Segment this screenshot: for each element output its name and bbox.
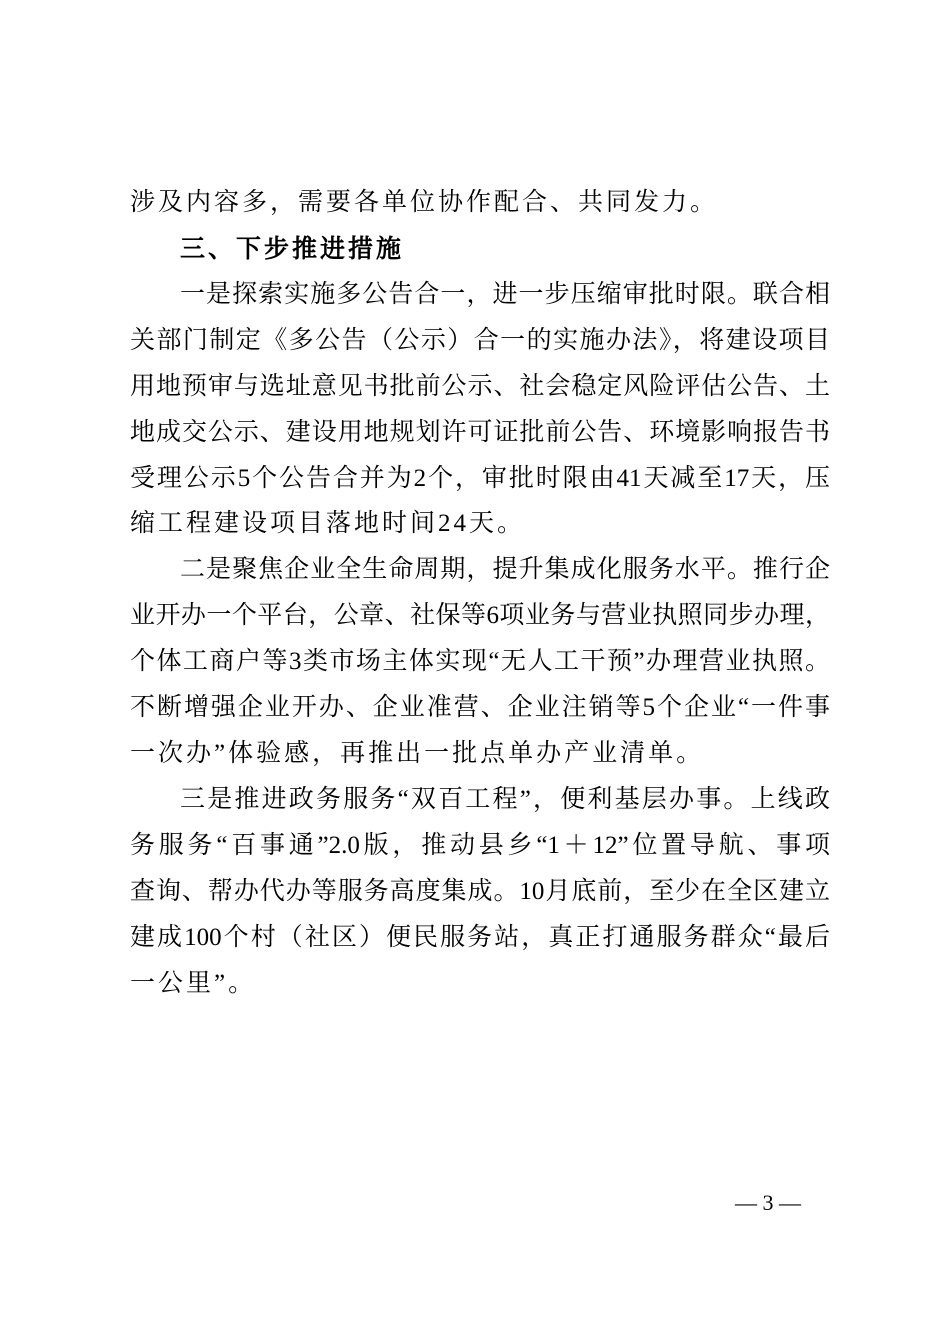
paragraph-line: 一是探索实施多公告合一，进一步压缩审批时限。联合相 [180,281,830,308]
paragraph-line: 个体工商户等3类市场主体实现“无人工干预”办理营业执照。 [130,648,830,675]
paragraph-line: 关部门制定《多公告（公示）合一的实施办法》，将建设项目 [130,327,830,354]
page-number: — 3 — [735,1190,801,1215]
paragraph-line: 一次办”体验感，再推出一批点单办产业清单。 [130,740,705,767]
paragraph-line: 二是聚焦企业全生命周期，提升集成化服务水平。推行企 [180,556,830,583]
paragraph-line: 地成交公示、建设用地规划许可证批前公告、环境影响报告书 [130,419,830,446]
paragraph-line: 缩工程建设项目落地时间24天。 [130,510,526,537]
paragraph-line: 用地预审与选址意见书批前公示、社会稳定风险评估公告、土 [130,373,830,400]
paragraph-line: 查询、帮办代办等服务高度集成。10月底前，至少在全区建立 [130,878,830,905]
paragraph-line: 建成100个村（社区）便民服务站，真正打通服务群众“最后 [130,924,830,951]
paragraph-line: 业开办一个平台，公章、社保等6项业务与营业执照同步办理， [130,602,830,629]
paragraph-line: 涉及内容多，需要各单位协作配合、共同发力。 [130,189,719,216]
paragraph-line: 受理公示5个公告合并为2个，审批时限由41天减至17天，压 [130,465,830,492]
paragraph-line: 不断增强企业开办、企业准营、企业注销等5个企业“一件事 [130,694,830,721]
paragraph-line: 一公里”。 [130,970,257,997]
paragraph-line: 务服务“百事通”2.0版，推动县乡“1＋12”位置导航、事项 [130,832,830,859]
paragraph-line: 三是推进政务服务“双百工程”，便利基层办事。上线政 [180,786,830,813]
section-heading: 三、下步推进措施 [180,234,405,263]
